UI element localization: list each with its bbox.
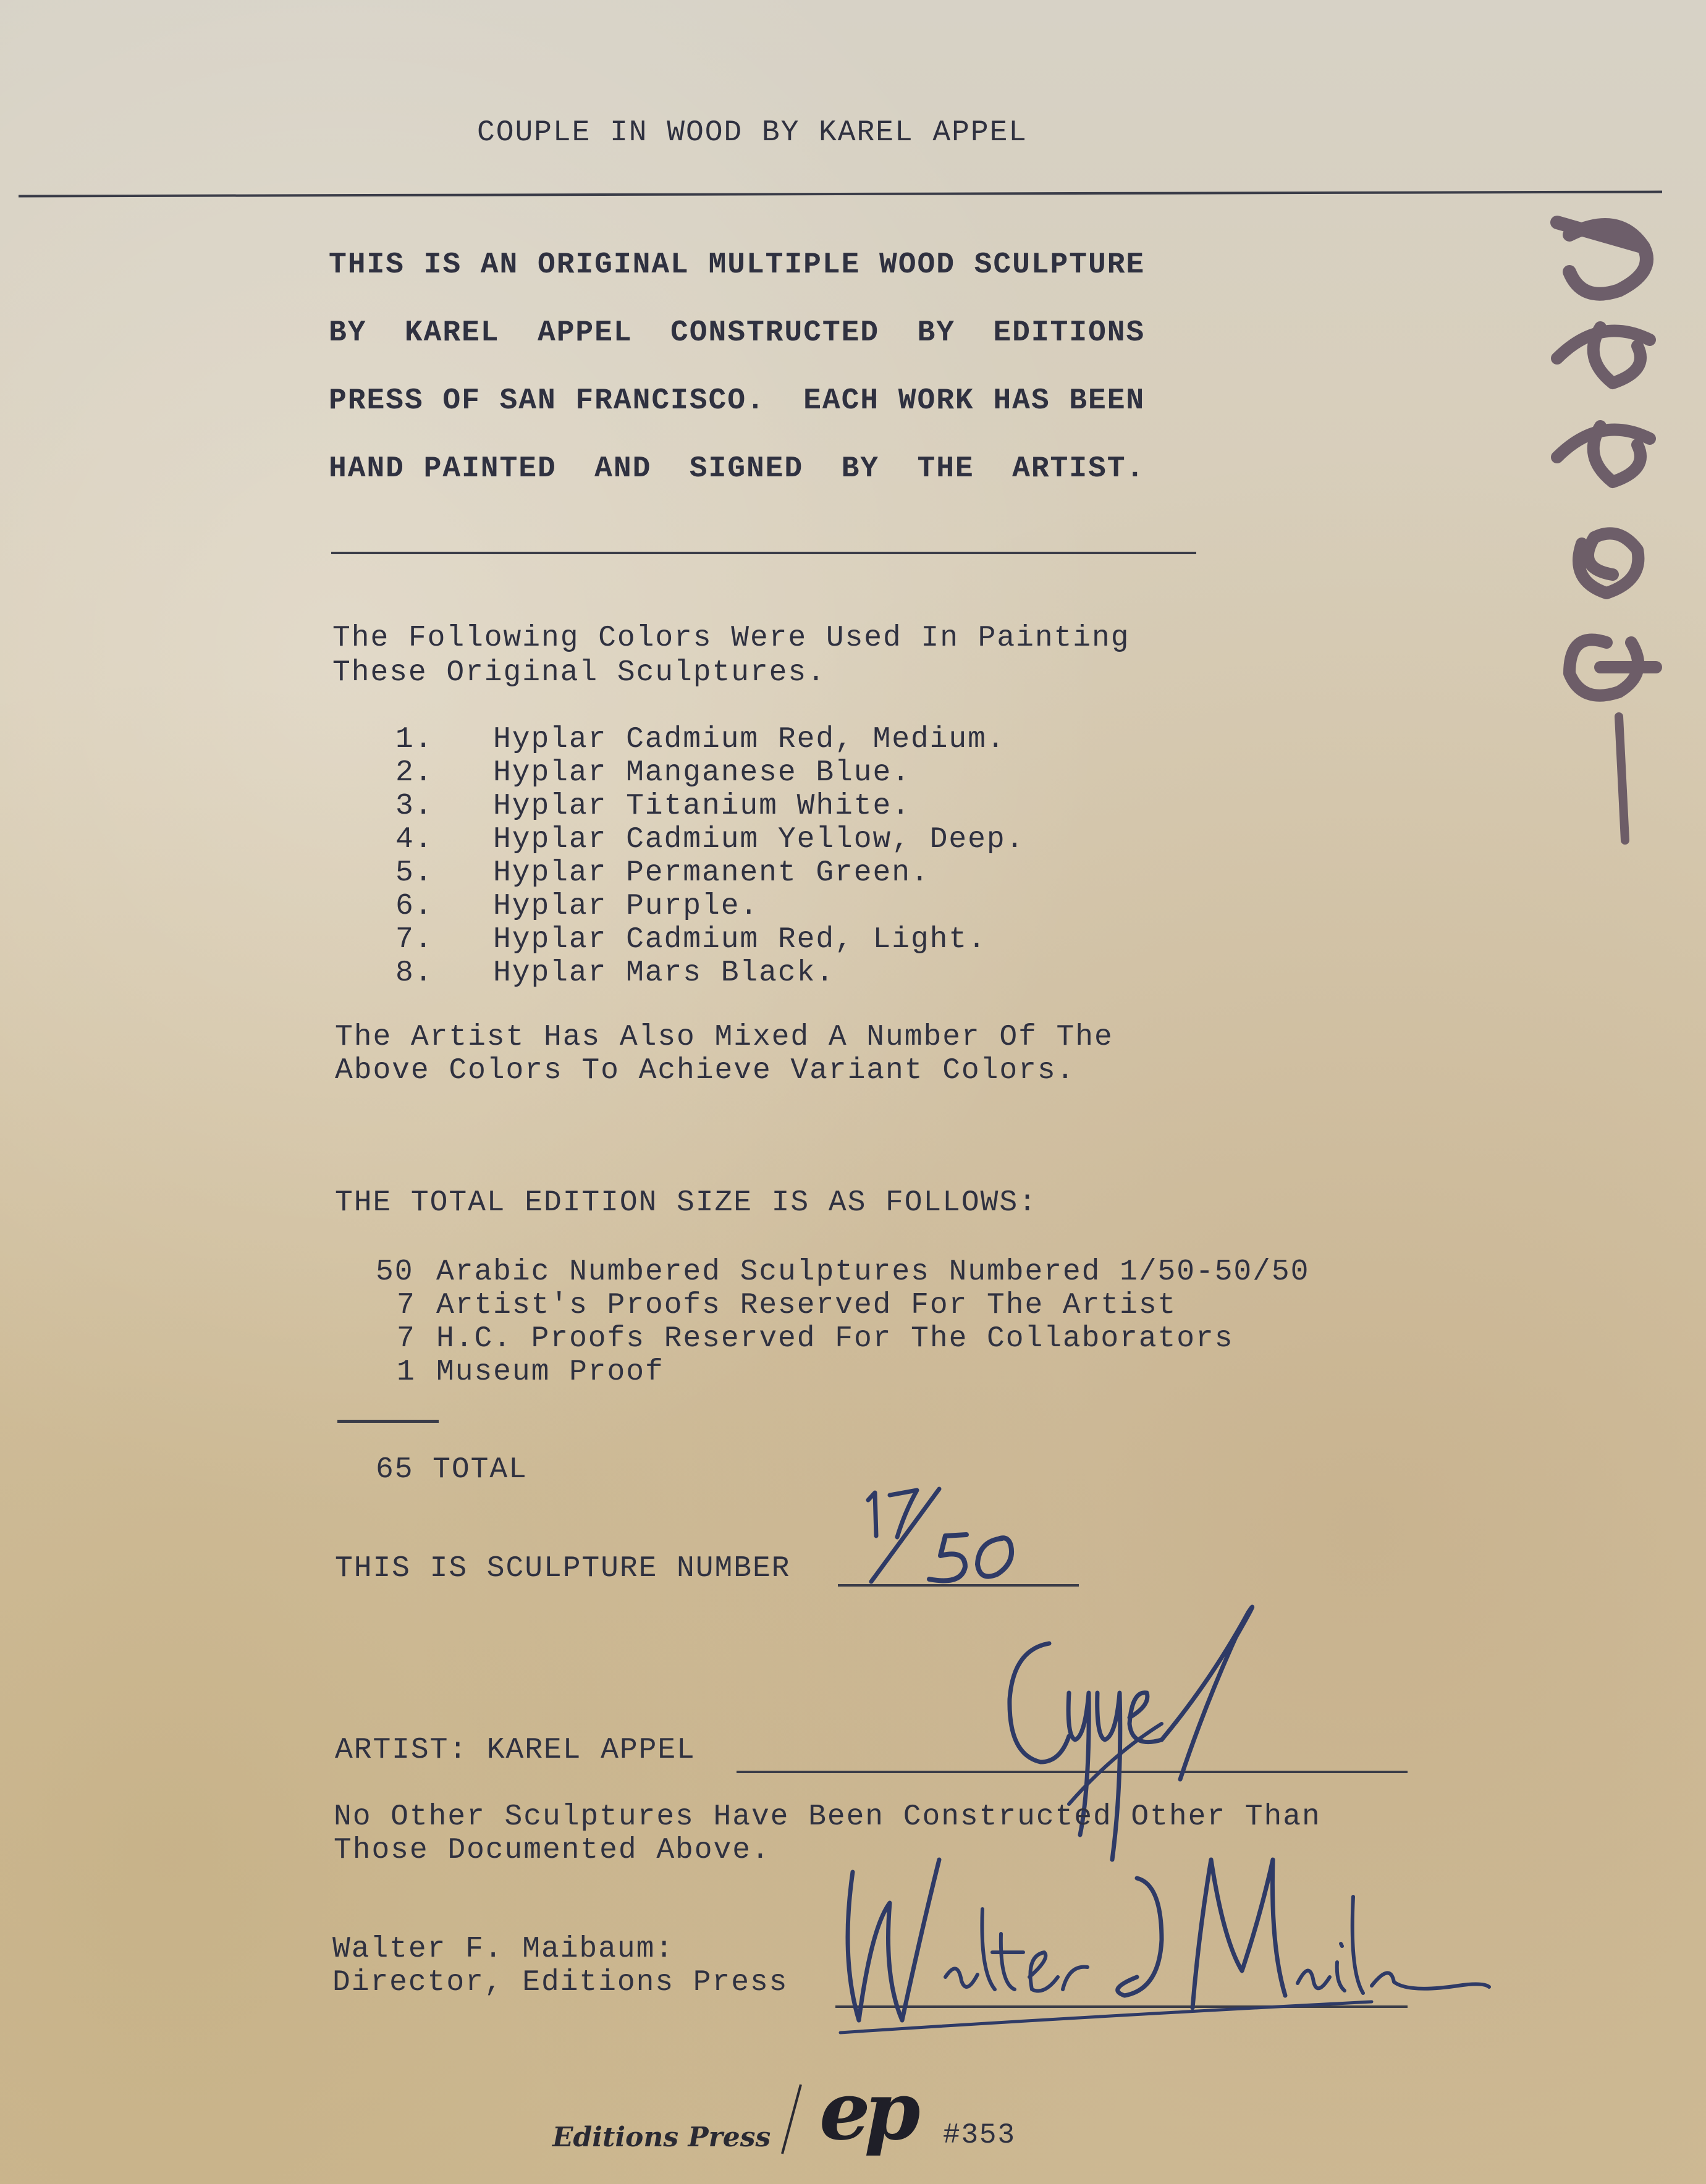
colors-note-line-1: The Artist Has Also Mixed A Number Of The xyxy=(335,1021,1113,1054)
artist-label: ARTIST: KAREL APPEL xyxy=(335,1734,696,1767)
list-item-number: 4. xyxy=(395,823,434,856)
intro-line-1: THIS IS AN ORIGINAL MULTIPLE WOOD SCULPTURE xyxy=(329,248,1146,282)
list-item-text: Hyplar Mars Black. xyxy=(493,956,835,990)
footer-logo: ep xyxy=(819,2064,914,2158)
list-item-number: 5. xyxy=(395,856,434,890)
edition-count: 1 xyxy=(397,1356,416,1389)
director-title: Director, Editions Press xyxy=(332,1966,788,1999)
director-name: Walter F. Maibaum: xyxy=(332,1933,675,1966)
edition-count: 50 xyxy=(376,1255,414,1289)
list-item-number: 8. xyxy=(395,956,434,990)
list-item-text: Hyplar Manganese Blue. xyxy=(493,756,911,790)
edition-total: 65 TOTAL xyxy=(376,1453,528,1486)
sculpture-number-label: THIS IS SCULPTURE NUMBER xyxy=(335,1552,791,1585)
list-item-number: 7. xyxy=(395,923,434,956)
list-item-text: Hyplar Permanent Green. xyxy=(493,856,930,890)
edition-text: Arabic Numbered Sculptures Numbered 1/50-50/50 xyxy=(436,1255,1310,1289)
list-item-number: 1. xyxy=(395,723,434,756)
intro-line-4: HAND PAINTED AND SIGNED BY THE ARTIST. xyxy=(329,452,1146,486)
list-item-number: 6. xyxy=(395,890,434,923)
intro-rule xyxy=(331,552,1196,554)
colors-heading-line-2: These Original Sculptures. xyxy=(332,656,826,689)
edition-text: H.C. Proofs Reserved For The Collaborators xyxy=(436,1322,1234,1356)
footer-divider-slash xyxy=(779,2082,803,2156)
footer-doc-number: #353 xyxy=(943,2119,1016,2151)
total-rule xyxy=(337,1420,439,1423)
list-item-number: 2. xyxy=(395,756,434,790)
colors-note-line-2: Above Colors To Achieve Variant Colors. xyxy=(335,1054,1076,1087)
margin-annotation xyxy=(1532,198,1674,853)
colors-heading-line-1: The Following Colors Were Used In Painting xyxy=(332,622,1130,655)
header-rule xyxy=(19,191,1662,198)
list-item-number: 3. xyxy=(395,790,434,823)
statement-line-1: No Other Sculptures Have Been Constructed Other Than xyxy=(334,1800,1321,1834)
statement-line-2: Those Documented Above. xyxy=(334,1834,771,1867)
intro-line-3: PRESS OF SAN FRANCISCO. EACH WORK HAS BEEN xyxy=(329,384,1146,418)
edition-text: Artist's Proofs Reserved For The Artist xyxy=(436,1289,1177,1322)
edition-text: Museum Proof xyxy=(436,1356,664,1389)
sculpture-number-handwriting xyxy=(853,1477,1038,1594)
document-title: COUPLE IN WOOD BY KAREL APPEL xyxy=(477,116,1028,150)
list-item-text: Hyplar Purple. xyxy=(493,890,759,923)
list-item-text: Hyplar Titanium White. xyxy=(493,790,911,823)
list-item-text: Hyplar Cadmium Red, Light. xyxy=(493,923,987,956)
edition-count: 7 xyxy=(397,1289,416,1322)
edition-heading: THE TOTAL EDITION SIZE IS AS FOLLOWS: xyxy=(335,1186,1037,1220)
intro-line-2: BY KAREL APPEL CONSTRUCTED BY EDITIONS xyxy=(329,316,1146,350)
list-item-text: Hyplar Cadmium Yellow, Deep. xyxy=(493,823,1025,856)
list-item-text: Hyplar Cadmium Red, Medium. xyxy=(493,723,1006,756)
edition-count: 7 xyxy=(397,1322,416,1356)
director-signature xyxy=(816,1835,1495,2057)
footer-imprint: Editions Press xyxy=(552,2122,771,2153)
